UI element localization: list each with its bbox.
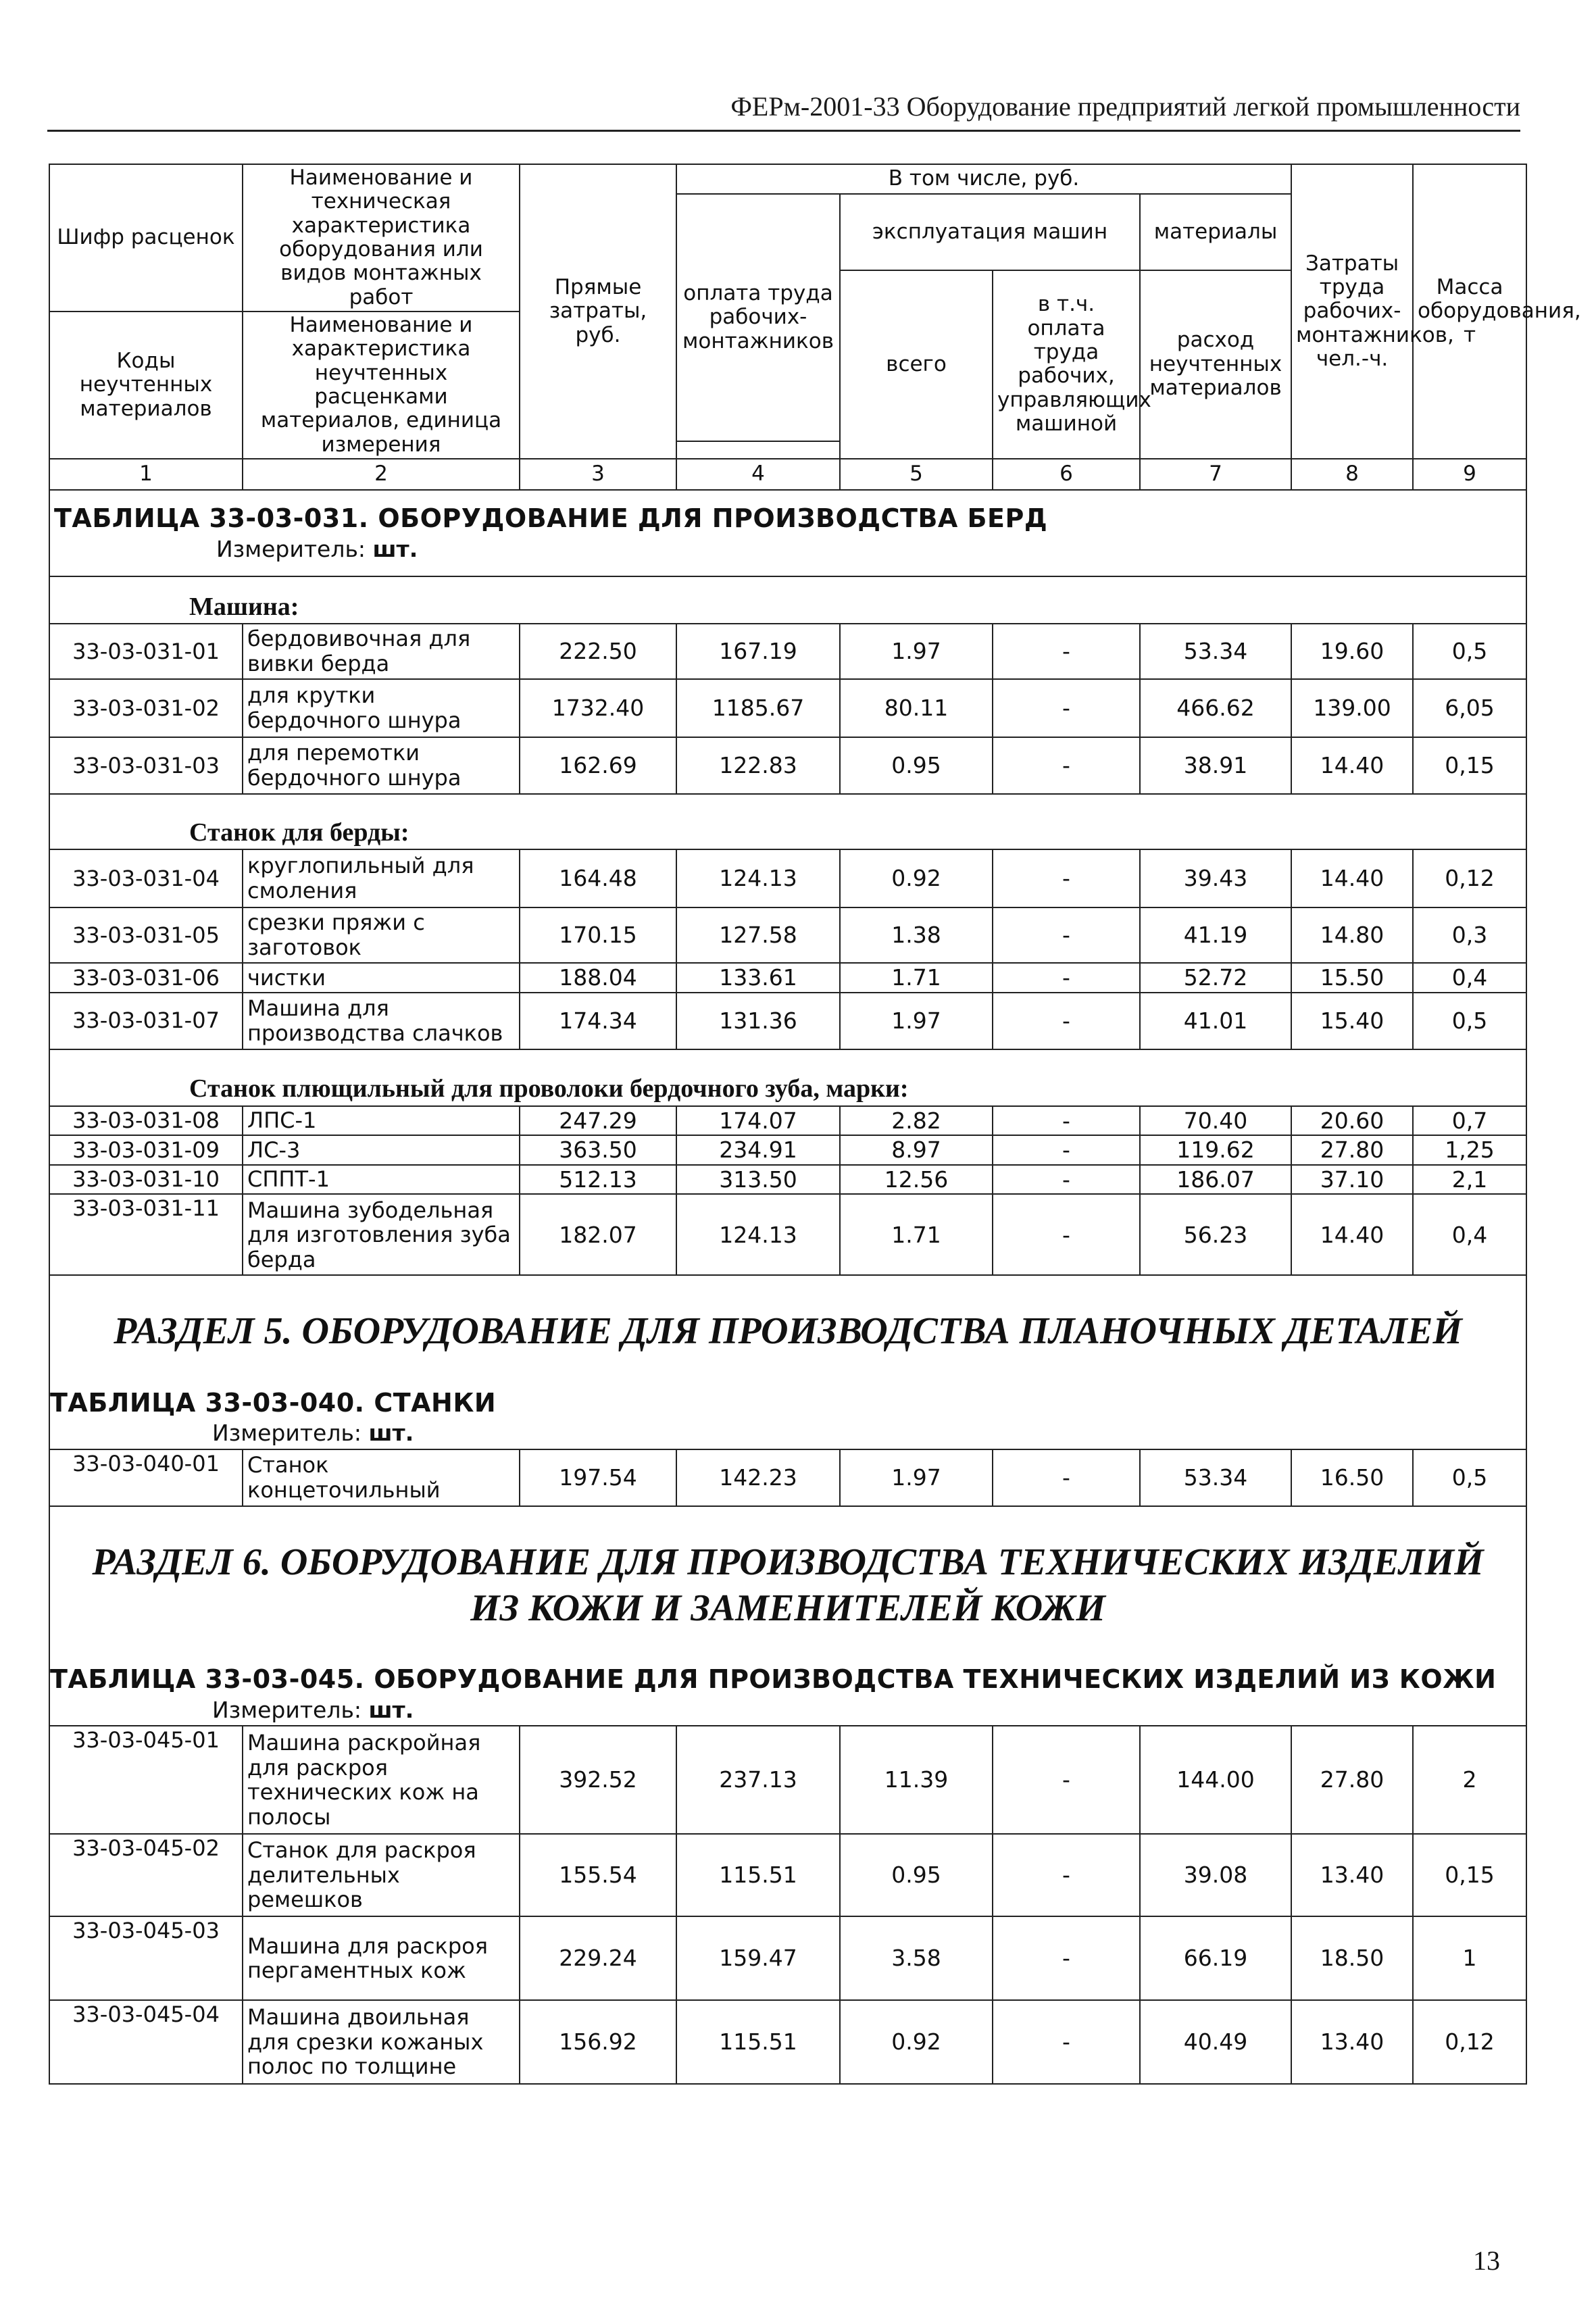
mass: 6,05: [1413, 679, 1526, 737]
equipment-name: Машина для производства слачков: [243, 993, 520, 1049]
page-number: 13: [1473, 2245, 1500, 2276]
unit-label: Измеритель:: [212, 1696, 362, 1723]
rate-code: 33-03-031-08: [49, 1106, 243, 1136]
labor-costs: 15.50: [1291, 963, 1413, 993]
mass: 0,4: [1413, 963, 1526, 993]
section-block: [49, 1506, 1526, 1726]
machines-total: 1.38: [840, 907, 993, 963]
wages: 167.19: [676, 624, 840, 679]
machine-operators: -: [993, 624, 1140, 679]
machine-operators: -: [993, 2000, 1140, 2084]
machines-total: 2.82: [840, 1106, 993, 1136]
equipment-name: СППТ-1: [243, 1165, 520, 1195]
labor-costs: 14.40: [1291, 1194, 1413, 1275]
direct-costs: 164.48: [520, 849, 676, 907]
table-row: [49, 1916, 1526, 2000]
rate-code: 33-03-031-07: [49, 993, 243, 1049]
machine-operators: -: [993, 1449, 1140, 1506]
direct-costs: 197.54: [520, 1449, 676, 1506]
unit-line: [50, 1420, 1526, 1446]
column-numbers: [49, 459, 1526, 490]
table-row: [49, 1165, 1526, 1195]
machine-operators: -: [993, 1194, 1140, 1275]
mass: 0,12: [1413, 849, 1526, 907]
machines-total: 0.95: [840, 1834, 993, 1916]
rate-code: 33-03-045-01: [49, 1726, 243, 1834]
machine-operators: -: [993, 993, 1140, 1049]
labor-costs: 14.40: [1291, 737, 1413, 794]
machine-operators: -: [993, 1165, 1140, 1195]
materials: 186.07: [1140, 1165, 1291, 1195]
mass: 2: [1413, 1726, 1526, 1834]
wages: 115.51: [676, 2000, 840, 2084]
wages: 124.13: [676, 1194, 840, 1275]
materials: 41.01: [1140, 993, 1291, 1049]
table-row: [49, 1135, 1526, 1165]
materials: 38.91: [1140, 737, 1291, 794]
unit-value: шт.: [368, 1696, 414, 1723]
labor-costs: 18.50: [1291, 1916, 1413, 2000]
equipment-name: ЛС-3: [243, 1135, 520, 1165]
rate-code: 33-03-031-11: [49, 1194, 243, 1275]
column-number: 5: [840, 459, 993, 490]
rate-code: 33-03-031-01: [49, 624, 243, 679]
materials: 39.43: [1140, 849, 1291, 907]
header-labor-costs: Затраты труда рабочих-монтажников, чел.-ч.: [1291, 164, 1413, 459]
rate-code: 33-03-031-02: [49, 679, 243, 737]
column-number: 7: [1140, 459, 1291, 490]
header-machine-operators: в т.ч. оплата труда рабочих, управляющих машиной: [993, 270, 1140, 459]
machines-total: 80.11: [840, 679, 993, 737]
mass: 1: [1413, 1916, 1526, 2000]
mass: 0,3: [1413, 907, 1526, 963]
header-mass: Масса оборудования, т: [1413, 164, 1526, 459]
machine-operators: -: [993, 1106, 1140, 1136]
table-row: [49, 737, 1526, 794]
mass: 0,15: [1413, 737, 1526, 794]
header-material-names: Наименование и характеристика неучтенных расценками материалов, единица измерения: [243, 312, 520, 459]
wages: 115.51: [676, 1834, 840, 1916]
page-header: ФЕРм-2001-33 Оборудование предприятий легкой промышленности: [730, 91, 1520, 122]
labor-costs: 14.40: [1291, 849, 1413, 907]
table-row: [49, 963, 1526, 993]
materials: 144.00: [1140, 1726, 1291, 1834]
wages: 237.13: [676, 1726, 840, 1834]
header-unaccounted-materials: расход неучтенных материалов: [1140, 270, 1291, 459]
table-title: ТАБЛИЦА 33-03-040. СТАНКИ: [50, 1387, 497, 1418]
mass: 0,5: [1413, 1449, 1526, 1506]
machines-total: 0.95: [840, 737, 993, 794]
table-33-03-045: [49, 1506, 1526, 2085]
wages: 122.83: [676, 737, 840, 794]
equipment-name: Машина раскройная для раскроя технических кож на полосы: [243, 1726, 520, 1834]
table-row: [49, 624, 1526, 679]
table-row: [49, 1194, 1526, 1275]
machines-total: 1.71: [840, 963, 993, 993]
table-row: [49, 907, 1526, 963]
materials: 41.19: [1140, 907, 1291, 963]
table-row: [49, 1106, 1526, 1136]
materials: 56.23: [1140, 1194, 1291, 1275]
group-heading: [49, 794, 1526, 849]
labor-costs: 16.50: [1291, 1449, 1413, 1506]
wages: 142.23: [676, 1449, 840, 1506]
machines-total: 11.39: [840, 1726, 993, 1834]
column-number: 9: [1413, 459, 1526, 490]
materials: 66.19: [1140, 1916, 1291, 2000]
header-material-codes: Коды неучтенных материалов: [49, 312, 243, 459]
table-header: [49, 164, 1581, 490]
mass: 0,5: [1413, 624, 1526, 679]
machine-operators: -: [993, 963, 1140, 993]
rate-code: 33-03-045-04: [49, 2000, 243, 2084]
table-33-03-031: [49, 490, 1526, 1275]
equipment-name: чистки: [243, 963, 520, 993]
table-row: [49, 1834, 1526, 1916]
table-title: ТАБЛИЦА 33-03-031. ОБОРУДОВАНИЕ ДЛЯ ПРОИЗВОДСТВА БЕРД: [54, 503, 1048, 534]
wages: 174.07: [676, 1106, 840, 1136]
rate-code: 33-03-031-05: [49, 907, 243, 963]
materials: 52.72: [1140, 963, 1291, 993]
wages: 131.36: [676, 993, 840, 1049]
machine-operators: -: [993, 1916, 1140, 2000]
wages: 159.47: [676, 1916, 840, 2000]
equipment-name: Машина для раскроя пергаментных кож: [243, 1916, 520, 2000]
materials: 40.49: [1140, 2000, 1291, 2084]
labor-costs: 27.80: [1291, 1726, 1413, 1834]
materials: 119.62: [1140, 1135, 1291, 1165]
table-title: ТАБЛИЦА 33-03-045. ОБОРУДОВАНИЕ ДЛЯ ПРОИЗВОДСТВА ТЕХНИЧЕСКИХ ИЗДЕЛИЙ ИЗ КОЖИ: [50, 1664, 1497, 1695]
section-heading: РАЗДЕЛ 5. ОБОРУДОВАНИЕ ДЛЯ ПРОИЗВОДСТВА ПЛАНОЧНЫХ ДЕТАЛЕЙ: [114, 1310, 1462, 1353]
table-row: [49, 679, 1526, 737]
group-label: Станок плющильный для проволоки бердочного зуба, марки:: [189, 1074, 909, 1103]
equipment-name: круглопильный для смоления: [243, 849, 520, 907]
column-number: 3: [520, 459, 676, 490]
group-label: Машина:: [189, 592, 299, 621]
header-direct-costs: Прямые затраты, руб.: [520, 164, 676, 459]
rates-table: [49, 164, 1581, 2085]
group-heading: [49, 576, 1526, 624]
mass: 0,5: [1413, 993, 1526, 1049]
materials: 53.34: [1140, 1449, 1291, 1506]
machines-total: 1.97: [840, 1449, 993, 1506]
rate-code: 33-03-045-02: [49, 1834, 243, 1916]
equipment-name: для крутки бердочного шнура: [243, 679, 520, 737]
column-number: 8: [1291, 459, 1413, 490]
machine-operators: -: [993, 849, 1140, 907]
machine-operators: -: [993, 1135, 1140, 1165]
machines-total: 0.92: [840, 849, 993, 907]
column-number: 2: [243, 459, 520, 490]
machines-total: 3.58: [840, 1916, 993, 2000]
rate-code: 33-03-031-04: [49, 849, 243, 907]
wages: 313.50: [676, 1165, 840, 1195]
direct-costs: 155.54: [520, 1834, 676, 1916]
machines-total: 12.56: [840, 1165, 993, 1195]
mass: 0,15: [1413, 1834, 1526, 1916]
labor-costs: 139.00: [1291, 679, 1413, 737]
direct-costs: 247.29: [520, 1106, 676, 1136]
machine-operators: -: [993, 679, 1140, 737]
header-including: В том числе, руб.: [676, 164, 1291, 194]
column-number: 6: [993, 459, 1140, 490]
equipment-name: Машина двоильная для срезки кожаных полос по толщине: [243, 2000, 520, 2084]
machine-operators: -: [993, 1834, 1140, 1916]
machine-operators: -: [993, 1726, 1140, 1834]
mass: 0,4: [1413, 1194, 1526, 1275]
machine-operators: -: [993, 907, 1140, 963]
equipment-name: ЛПС-1: [243, 1106, 520, 1136]
unit-value: шт.: [372, 535, 418, 562]
equipment-name: Станок для раскроя делительных ремешков: [243, 1834, 520, 1916]
machines-total: 1.97: [840, 993, 993, 1049]
machines-total: 8.97: [840, 1135, 993, 1165]
table-title-block: [49, 490, 1526, 576]
direct-costs: 162.69: [520, 737, 676, 794]
header-materials: материалы: [1140, 194, 1291, 270]
header-name: Наименование и техническая характеристика оборудования или видов монтажных работ: [243, 164, 520, 312]
unit-label: Измеритель:: [216, 535, 366, 562]
machine-operators: -: [993, 737, 1140, 794]
direct-costs: 222.50: [520, 624, 676, 679]
equipment-name: бердовивочная для вивки берда: [243, 624, 520, 679]
table-33-03-040: [49, 1275, 1526, 1505]
column-number: 4: [676, 459, 840, 490]
machines-total: 1.71: [840, 1194, 993, 1275]
labor-costs: 19.60: [1291, 624, 1413, 679]
wages: 1185.67: [676, 679, 840, 737]
table-row: [49, 2000, 1526, 2084]
column-number: 1: [49, 459, 243, 490]
mass: 0,7: [1413, 1106, 1526, 1136]
direct-costs: 363.50: [520, 1135, 676, 1165]
rate-code: 33-03-031-06: [49, 963, 243, 993]
direct-costs: 156.92: [520, 2000, 676, 2084]
section-block: [49, 1275, 1526, 1449]
rate-code: 33-03-031-03: [49, 737, 243, 794]
header-wages: оплата труда рабочих-монтажников: [676, 194, 840, 441]
direct-costs: 392.52: [520, 1726, 676, 1834]
unit-line: [54, 537, 1522, 562]
mass: 0,12: [1413, 2000, 1526, 2084]
direct-costs: 512.13: [520, 1165, 676, 1195]
rate-code: 33-03-031-10: [49, 1165, 243, 1195]
direct-costs: 229.24: [520, 1916, 676, 2000]
wages: 133.61: [676, 963, 840, 993]
mass: 1,25: [1413, 1135, 1526, 1165]
table-row: [49, 849, 1526, 907]
labor-costs: 37.10: [1291, 1165, 1413, 1195]
rate-code: 33-03-031-09: [49, 1135, 243, 1165]
wages: 234.91: [676, 1135, 840, 1165]
rate-code: 33-03-045-03: [49, 1916, 243, 2000]
direct-costs: 174.34: [520, 993, 676, 1049]
equipment-name: Станок концеточильный: [243, 1449, 520, 1506]
equipment-name: Машина зубодельная для изготовления зуба берда: [243, 1194, 520, 1275]
direct-costs: 1732.40: [520, 679, 676, 737]
labor-costs: 27.80: [1291, 1135, 1413, 1165]
direct-costs: 188.04: [520, 963, 676, 993]
materials: 70.40: [1140, 1106, 1291, 1136]
section-heading: РАЗДЕЛ 6. ОБОРУДОВАНИЕ ДЛЯ ПРОИЗВОДСТВА ТЕХНИЧЕСКИХ ИЗДЕЛИЙ ИЗ КОЖИ И ЗАМЕНИТЕЛЕЙ КОЖИ: [92, 1541, 1484, 1629]
materials: 466.62: [1140, 679, 1291, 737]
header-rule: [47, 130, 1520, 132]
materials: 53.34: [1140, 624, 1291, 679]
labor-costs: 15.40: [1291, 993, 1413, 1049]
mass: 2,1: [1413, 1165, 1526, 1195]
labor-costs: 14.80: [1291, 907, 1413, 963]
unit-value: шт.: [368, 1420, 414, 1446]
group-label: Станок для берды:: [189, 818, 409, 847]
table-row: [49, 1726, 1526, 1834]
header-machines-total: всего: [840, 270, 993, 459]
labor-costs: 13.40: [1291, 1834, 1413, 1916]
wages: 124.13: [676, 849, 840, 907]
equipment-name: для перемотки бердочного шнура: [243, 737, 520, 794]
machines-total: 0.92: [840, 2000, 993, 2084]
unit-label: Измеритель:: [212, 1420, 362, 1446]
wages: 127.58: [676, 907, 840, 963]
materials: 39.08: [1140, 1834, 1291, 1916]
header-machines: эксплуатация машин: [840, 194, 1140, 270]
labor-costs: 20.60: [1291, 1106, 1413, 1136]
unit-line: [50, 1697, 1526, 1723]
table-row: [49, 993, 1526, 1049]
table-row: [49, 1449, 1526, 1506]
rate-code: 33-03-040-01: [49, 1449, 243, 1506]
direct-costs: 182.07: [520, 1194, 676, 1275]
direct-costs: 170.15: [520, 907, 676, 963]
machines-total: 1.97: [840, 624, 993, 679]
labor-costs: 13.40: [1291, 2000, 1413, 2084]
equipment-name: срезки пряжи с заготовок: [243, 907, 520, 963]
group-heading: [49, 1049, 1526, 1106]
header-code: Шифр расценок: [49, 164, 243, 312]
